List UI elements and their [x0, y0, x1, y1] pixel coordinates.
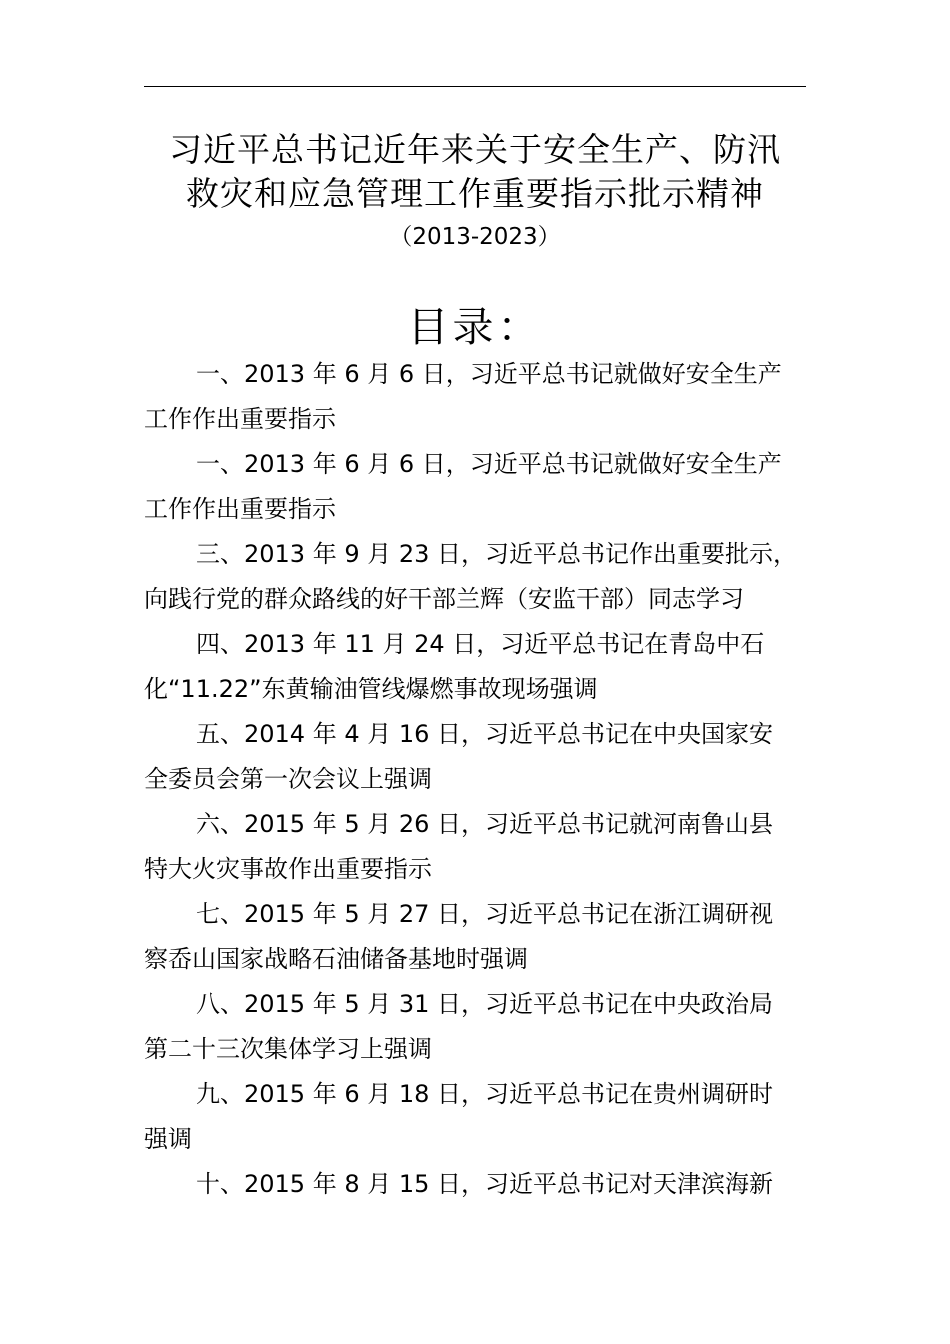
toc-list [144, 352, 806, 1207]
toc-entry [144, 622, 806, 712]
document-title-line-1: 习近平总书记近年来关于安全生产、防汛 [169, 130, 781, 169]
toc-entry-line: 察岙山国家战略石油储备基地时强调 [144, 945, 528, 973]
toc-entry [144, 532, 806, 622]
toc-entry [144, 892, 806, 982]
toc-entry [144, 712, 806, 802]
toc-entry-line: 全委员会第一次会议上强调 [144, 765, 432, 793]
toc-entry-line: 第二十三次集体学习上强调 [144, 1035, 432, 1063]
document-title-line-2: 救灾和应急管理工作重要指示批示精神 [186, 174, 764, 213]
toc-entry-line: 强调 [144, 1125, 192, 1153]
toc-entry [144, 802, 806, 892]
document-subtitle: （2013-2023） [389, 224, 561, 250]
toc-entry-line: 十、2015 年 8 月 15 日，习近平总书记对天津滨海新 [196, 1170, 774, 1198]
toc-heading: 目录： [407, 303, 543, 351]
toc-entry-line: 三、2013 年 9 月 23 日，习近平总书记作出重要批示， [196, 540, 798, 568]
toc-entry-line: 九、2015 年 6 月 18 日，习近平总书记在贵州调研时 [196, 1080, 774, 1108]
toc-entry [144, 352, 806, 442]
toc-entry [144, 1162, 806, 1207]
toc-entry [144, 1072, 806, 1162]
toc-entry-line: 向践行党的群众路线的好干部兰辉（安监干部）同志学习 [144, 585, 744, 613]
toc-entry-line: 六、2015 年 5 月 26 日，习近平总书记就河南鲁山县 [196, 810, 774, 838]
toc-entry-line: 一、2013 年 6 月 6 日，习近平总书记就做好安全生产 [196, 450, 782, 478]
toc-entry-line: 五、2014 年 4 月 16 日，习近平总书记在中央国家安 [196, 720, 774, 748]
toc-entry-line: 一、2013 年 6 月 6 日，习近平总书记就做好安全生产 [196, 360, 782, 388]
toc-entry-line: 工作作出重要指示 [144, 405, 336, 433]
toc-entry-line: 四、2013 年 11 月 24 日，习近平总书记在青岛中石 [196, 630, 765, 658]
toc-entry [144, 982, 806, 1072]
toc-entry-line: 特大火灾事故作出重要指示 [144, 855, 432, 883]
toc-entry [144, 442, 806, 532]
toc-entry-line: 八、2015 年 5 月 31 日，习近平总书记在中央政治局 [196, 990, 774, 1018]
toc-entry-line: 化“11.22”东黄输油管线爆燃事故现场强调 [144, 675, 598, 703]
header-rule [144, 86, 806, 87]
toc-entry-line: 工作作出重要指示 [144, 495, 336, 523]
toc-entry-line: 七、2015 年 5 月 27 日，习近平总书记在浙江调研视 [196, 900, 774, 928]
